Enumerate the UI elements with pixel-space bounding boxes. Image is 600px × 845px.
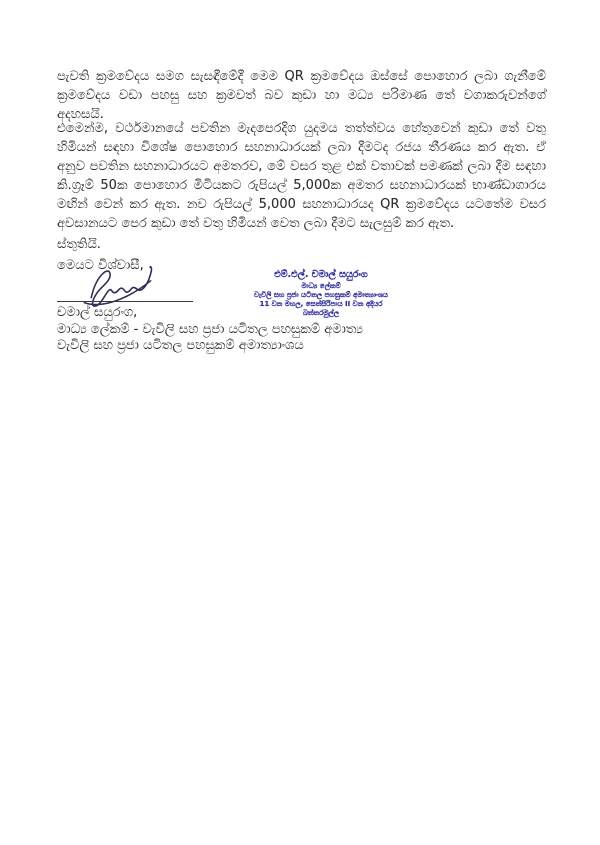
stamp-city-line: බත්තරමුල්ල (302, 309, 340, 317)
signature-ink (76, 263, 156, 310)
stamp-address-line: 11 වන මහල, සෙත්සිරිපාය II වන අදියර (259, 300, 383, 308)
signatory-name: චමාල් සයුරංග, (57, 305, 138, 320)
closing-thanks: ස්තුතියි. (57, 237, 101, 252)
paragraph-subsidy: එමෙන්ම, වර්ථමානයේ පවතින මැදපෙරදිග යුදමය තත්ත්වය හේතුවෙන් කුඩා තේ වතු හිමියන් සඳහා විශේෂ පොහොර සහනාධාරයක් ලබා දීමටද රජය තීරණය කර ඇත. ඒ අනුව පවතින සහනාධාරයට අමතරව, මේ වසර තුළ එක් වතාවක් පමණක් ලබා දීම සඳහා කි.ග්‍රෑම් 50ක පොහොර මිටියකට රුපියල් 5,000ක අමතර සහනාධාරයක් භාණ්ඩාගාරය මඟින් වෙන් කර ඇත. නව රුපියල් 5,000 සහනාධාරයද QR ක්‍රමවේදය යටතේම වසර අවසානයට පෙර කුඩා තේ වතු හිමියන් වෙත ලබා දීමට සැලසුම් කර ඇත. (57, 121, 546, 231)
stamp-name-line: එම්.එල්. චමාල් සයුරංග (274, 269, 368, 280)
signature-icon (76, 263, 156, 310)
closing-faithfully: මෙයට විශ්වාසී, (57, 258, 144, 273)
official-stamp (231, 269, 411, 318)
signatory-organization: වැවිලි සහ ප්‍රජා යටිතල පහසුකම් අමාත්‍යාංශය (57, 338, 304, 353)
signatory-title: මාධ්‍ය ලේකම් - වැවිලි සහ ප්‍රජා යටිතල පහසුකම් අමාත්‍ය (57, 321, 363, 337)
stamp-title-line: මාධ්‍ය ලේකම් (301, 282, 341, 290)
paragraph-qr-method: පැවති ක්‍රමවේදය සමග සැසඳීමේදී මෙම QR ක්‍රමවේදය ඔස්සේ පොහොර ලබා ගැනීමේ ක්‍රමවේදය වඩා පහසු සහ ක්‍රමවත් බව කුඩා හා මධ්‍ය පරිමාණ තේ වගාකරුවන්ගේ අදහසයි. (57, 69, 546, 122)
signature-line (57, 301, 193, 302)
stamp-ministry-line: වැවිලි සහ ප්‍රජා යටිතල පහසුකම් අමාත්‍යාංශය (254, 291, 388, 299)
